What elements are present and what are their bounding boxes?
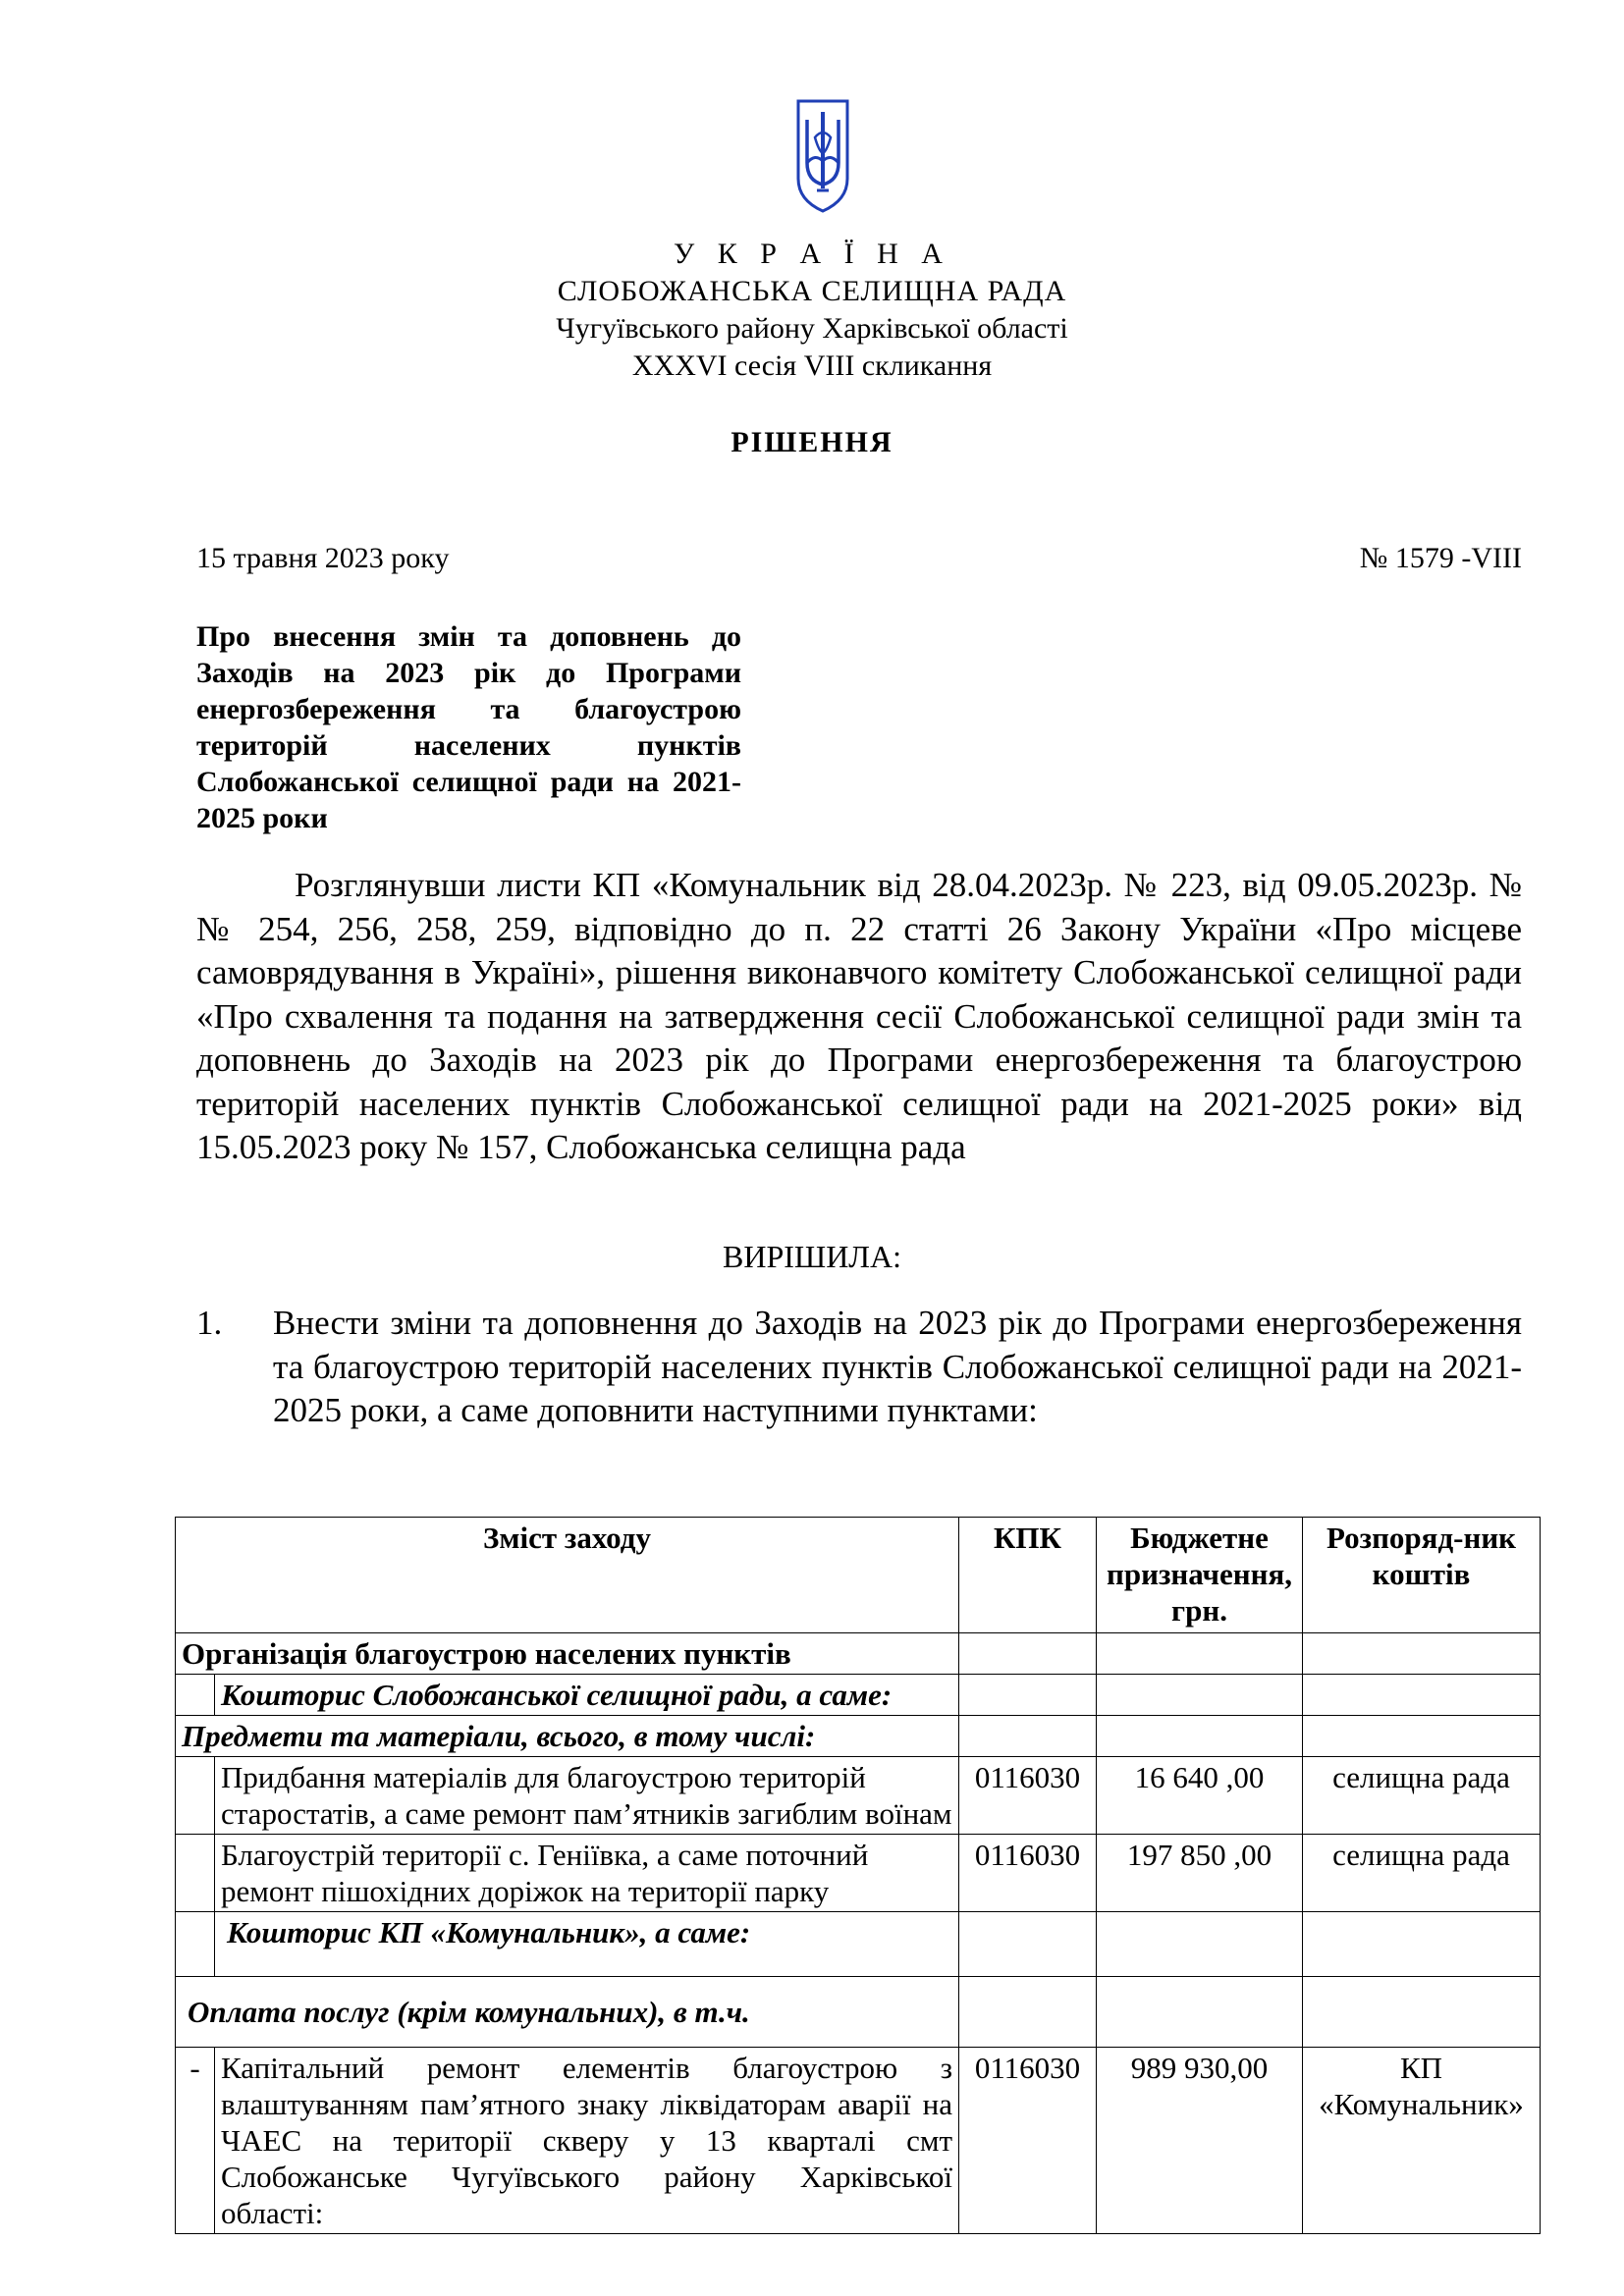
document-type-title: РІШЕННЯ <box>731 426 893 458</box>
row-kpk: 0116030 <box>959 2048 1097 2234</box>
measures-table <box>175 1517 1541 2234</box>
estimate-title: Кошторис Слобожанської селищної ради, а саме: <box>215 1675 959 1716</box>
row-content: Капітальний ремонт елементів благоустрою з влаштуванням пам’ятного знаку ліквідаторам аварії на ЧАЕС на території скверу у 13 кварталі смт Слобожанське Чугуївського району Харківської області: <box>215 2048 959 2234</box>
table-row <box>176 2048 1541 2234</box>
services-row <box>176 1977 1541 2048</box>
table-row <box>176 1835 1541 1912</box>
table-header-row <box>176 1518 1541 1633</box>
section-title: Організація благоустрою населених пунктів <box>176 1633 959 1675</box>
decision-subject: Про внесення змін та доповнень до Заходів на 2023 рік до Програми енергозбереження та благоустрою територій населених пунктів Слобожанської селищної ради на 2021-2025 роки <box>196 620 741 834</box>
materials-title: Предмети та матеріали, всього, в тому числі: <box>176 1716 959 1757</box>
row-kpk: 0116030 <box>959 1835 1097 1912</box>
item-number: 1. <box>196 1304 223 1342</box>
item-text: Внести зміни та доповнення до Заходів на 2023 рік до Програми енергозбереження та благоустрою територій населених пунктів Слобожанської селищної ради на 2021-2025 роки, а саме доповнити наступними пунктами: <box>273 1304 1522 1429</box>
services-title: Оплата послуг (крім комунальних), в т.ч. <box>176 1977 959 2048</box>
decided-heading: ВИРІШИЛА: <box>723 1239 901 1274</box>
header-content: Зміст заходу <box>176 1518 959 1633</box>
trident-coat-of-arms-icon <box>795 98 850 214</box>
row-budget: 16 640 ,00 <box>1097 1757 1303 1835</box>
estimate-title: Кошторис КП «Комунальник», а саме: <box>215 1912 959 1977</box>
district-heading: Чугуївського району Харківської області <box>556 312 1068 345</box>
decision-number: № 1579 -VIII <box>1359 542 1522 574</box>
table-row <box>176 1757 1541 1835</box>
row-content: Благоустрій території с. Геніївка, а саме поточний ремонт пішохідних доріжок на території парку <box>215 1835 959 1912</box>
row-mark: - <box>176 2048 215 2234</box>
row-manager: КП «Комунальник» <box>1303 2048 1541 2234</box>
row-budget: 989 930,00 <box>1097 2048 1303 2234</box>
row-manager: селищна рада <box>1303 1835 1541 1912</box>
section-row <box>176 1633 1541 1675</box>
header-kpk: КПК <box>959 1518 1097 1633</box>
row-manager: селищна рада <box>1303 1757 1541 1835</box>
session-heading: XXXVI сесія VIII скликання <box>631 349 993 382</box>
estimate-row <box>176 1675 1541 1716</box>
estimate-row <box>176 1912 1541 1977</box>
row-kpk: 0116030 <box>959 1757 1097 1835</box>
row-content: Придбання матеріалів для благоустрою територій старостатів, а саме ремонт пам’ятників загиблим воїнам <box>215 1757 959 1835</box>
header-manager: Розпоряд-ник коштів <box>1303 1518 1541 1633</box>
council-heading: СЛОБОЖАНСЬКА СЕЛИЩНА РАДА <box>557 275 1067 307</box>
preamble-paragraph: Розглянувши листи КП «Комунальник від 28.04.2023р. № 223, від 09.05.2023р. №№ 254, 256, 258, 259, відповідно до п. 22 статті 26 Закону України «Про місцеве самоврядування в Україні», рішення виконавчого комітету Слобожанської селищної ради «Про схвалення та подання на затвердження сесії Слобожанської селищної ради змін та доповнень до Заходів на 2023 рік до Програми енергозбереження та благоустрою територій населених пунктів Слобожанської селищної ради на 2021-2025 роки» від 15.05.2023 року № 157, Слобожанська селищна рада <box>196 866 1522 1166</box>
header-budget: Бюджетне призначення, грн. <box>1097 1518 1303 1633</box>
row-budget: 197 850 ,00 <box>1097 1835 1303 1912</box>
decision-date: 15 травня 2023 року <box>196 542 450 574</box>
materials-row <box>176 1716 1541 1757</box>
country-heading: У К Р А Ї Н А <box>674 238 950 270</box>
